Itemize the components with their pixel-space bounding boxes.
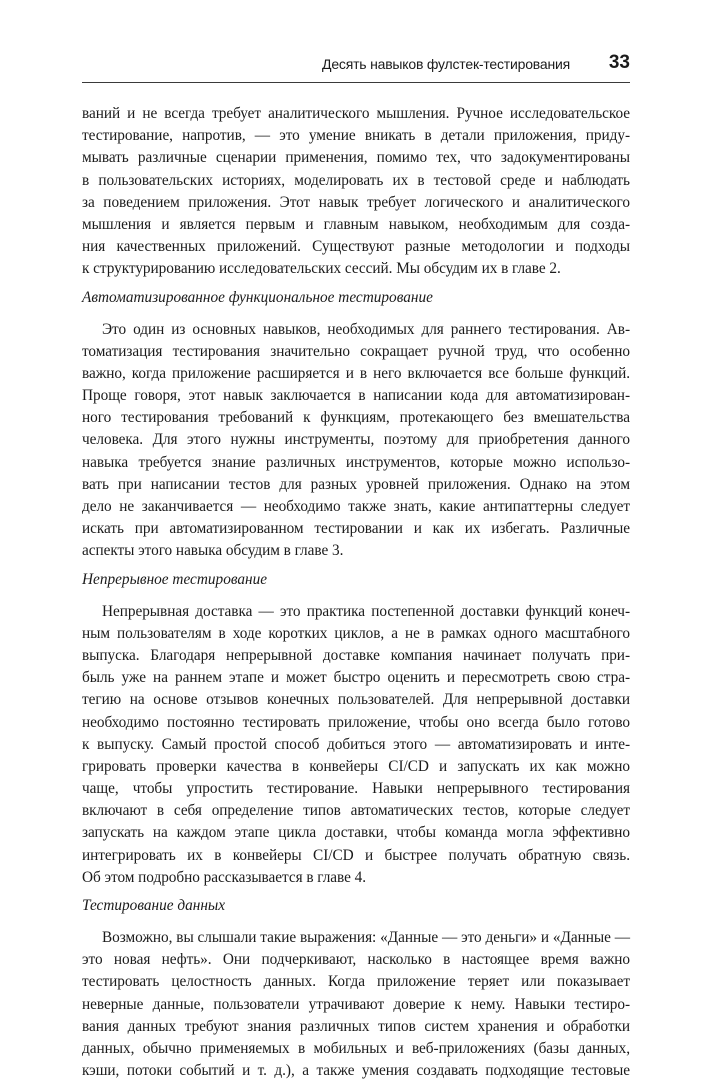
paragraph-line: включают в себя определение типов автоматических тестов, которые следует (82, 802, 630, 820)
continuous-paragraph (82, 601, 630, 889)
paragraph-line: искать при автоматизированном тестировании и как их избегать. Различные (82, 520, 630, 538)
paragraph-line: человека. Для этого нужны инструменты, поэтому для приобретения данного (82, 431, 630, 449)
paragraph-line: Об этом подробно рассказывается в главе 4. (82, 868, 367, 886)
paragraph-line: томатизация тестирования значительно сокращает ручной труд, что особенно (82, 342, 630, 360)
paragraph-line: в пользовательских историях, моделировать их в тестовой среде и наблюдать (82, 171, 630, 189)
intro-paragraph (82, 103, 630, 281)
section-heading-data: Тестирование данных (82, 897, 226, 914)
paragraph-line: быль уже на раннем этапе и может быстро оценить и пересмотреть свою стра- (82, 669, 630, 687)
running-header (82, 52, 630, 83)
paragraph-line: ваний и не всегда требует аналитического мышления. Ручное исследовательское (82, 105, 630, 122)
paragraph-line: тестирование, напротив, — это умение вникать в детали приложения, приду- (82, 127, 630, 145)
paragraph-line: Непрерывная доставка — это практика постепенной доставки функций конеч- (102, 602, 630, 620)
paragraph-line: тегию на основе отзывов конечных пользователей. Для непрерывной доставки (82, 691, 630, 709)
paragraph-line: ного тестирования требований к функциям, протекающего без вмешательства (82, 409, 630, 427)
paragraph-line: грировать проверки качества в конвейеры CI/CD и запускать их как можно (82, 757, 630, 775)
paragraph-line: к структурированию исследовательских сессий. Мы обсудим их в главе 2. (82, 260, 561, 278)
page-number: 33 (608, 52, 630, 73)
paragraph-line: вать при написании тестов для разных уровней приложения. Однако на этом (82, 475, 630, 493)
paragraph-line: данных, обычно применяемых в мобильных и веб-приложениях (базы данных, (82, 1039, 630, 1057)
paragraph-line: Возможно, вы слышали такие выражения: «Данные — это деньги» и «Данные — (102, 929, 630, 946)
paragraph-line: вания данных требуют знания различных типов систем хранения и обработки (82, 1017, 630, 1035)
paragraph-line: выпуска. Благодаря непрерывной доставке компания начинает получать при- (82, 646, 630, 664)
paragraph-line: дело не заканчивается — необходимо также знать, какие антипаттерны следует (82, 498, 630, 515)
paragraph-line: мышления и является первым и главным навыком, необходимым для созда- (82, 215, 630, 233)
running-header-title: Десять навыков фулстек-тестирования (322, 56, 570, 72)
paragraph-line: к выпуску. Самый простой способ добиться этого — автоматизировать и инте- (82, 735, 630, 753)
paragraph-line: аспекты этого навыка обсудим в главе 3. (82, 542, 344, 560)
paragraph-line: ным пользователям в ходе коротких циклов, а не в рамках одного масштабного (82, 624, 630, 642)
paragraph-line: необходимо постоянно тестировать приложение, чтобы оно всегда было готово (82, 713, 630, 731)
paragraph-line: важно, когда приложение расширяется и в него включается все больше функций. (82, 364, 630, 382)
paragraph-line: чаще, чтобы упростить тестирование. Навыки непрерывного тестирования (82, 780, 630, 798)
paragraph-line: тестировать целостность данных. Когда приложение теряет или показывает (82, 973, 630, 991)
automation-paragraph (82, 319, 630, 563)
paragraph-line: это новая нефть». Они подчеркивают, насколько в настоящее время важно (82, 951, 630, 969)
paragraph-line: неверные данные, пользователи утрачивают доверие к нему. Навыки тестиро- (82, 995, 630, 1013)
data-paragraph (82, 927, 630, 1082)
paragraph-line: Это один из основных навыков, необходимых для раннего тестирования. Ав- (102, 320, 630, 338)
paragraph-line: Проще говоря, этот навык заключается в написании кода для автоматизирован- (82, 387, 630, 405)
section-heading-continuous: Непрерывное тестирование (82, 570, 268, 588)
paragraph-line: ния качественных приложений. Существуют разные методологии и подходы (82, 238, 630, 256)
paragraph-line: мывать различные сценарии применения, помимо тех, что задокументированы (82, 149, 630, 167)
paragraph-line: интегрировать их в конвейеры CI/CD и быстрее получать обратную связь. (82, 846, 630, 864)
paragraph-line: кэши, потоки событий и т. д.), а также умения создавать подходящие тестовые (82, 1062, 630, 1080)
page-body (82, 103, 630, 1082)
paragraph-line: запускать на каждом этапе цикла доставки, чтобы команда могла эффективно (82, 824, 630, 842)
paragraph-line: за поведением приложения. Этот навык требует логического и аналитического (82, 193, 630, 211)
paragraph-line: навыка требуется знание различных инструментов, которые можно использо- (82, 453, 630, 471)
section-heading-automation: Автоматизированное функциональное тестирование (82, 288, 433, 306)
